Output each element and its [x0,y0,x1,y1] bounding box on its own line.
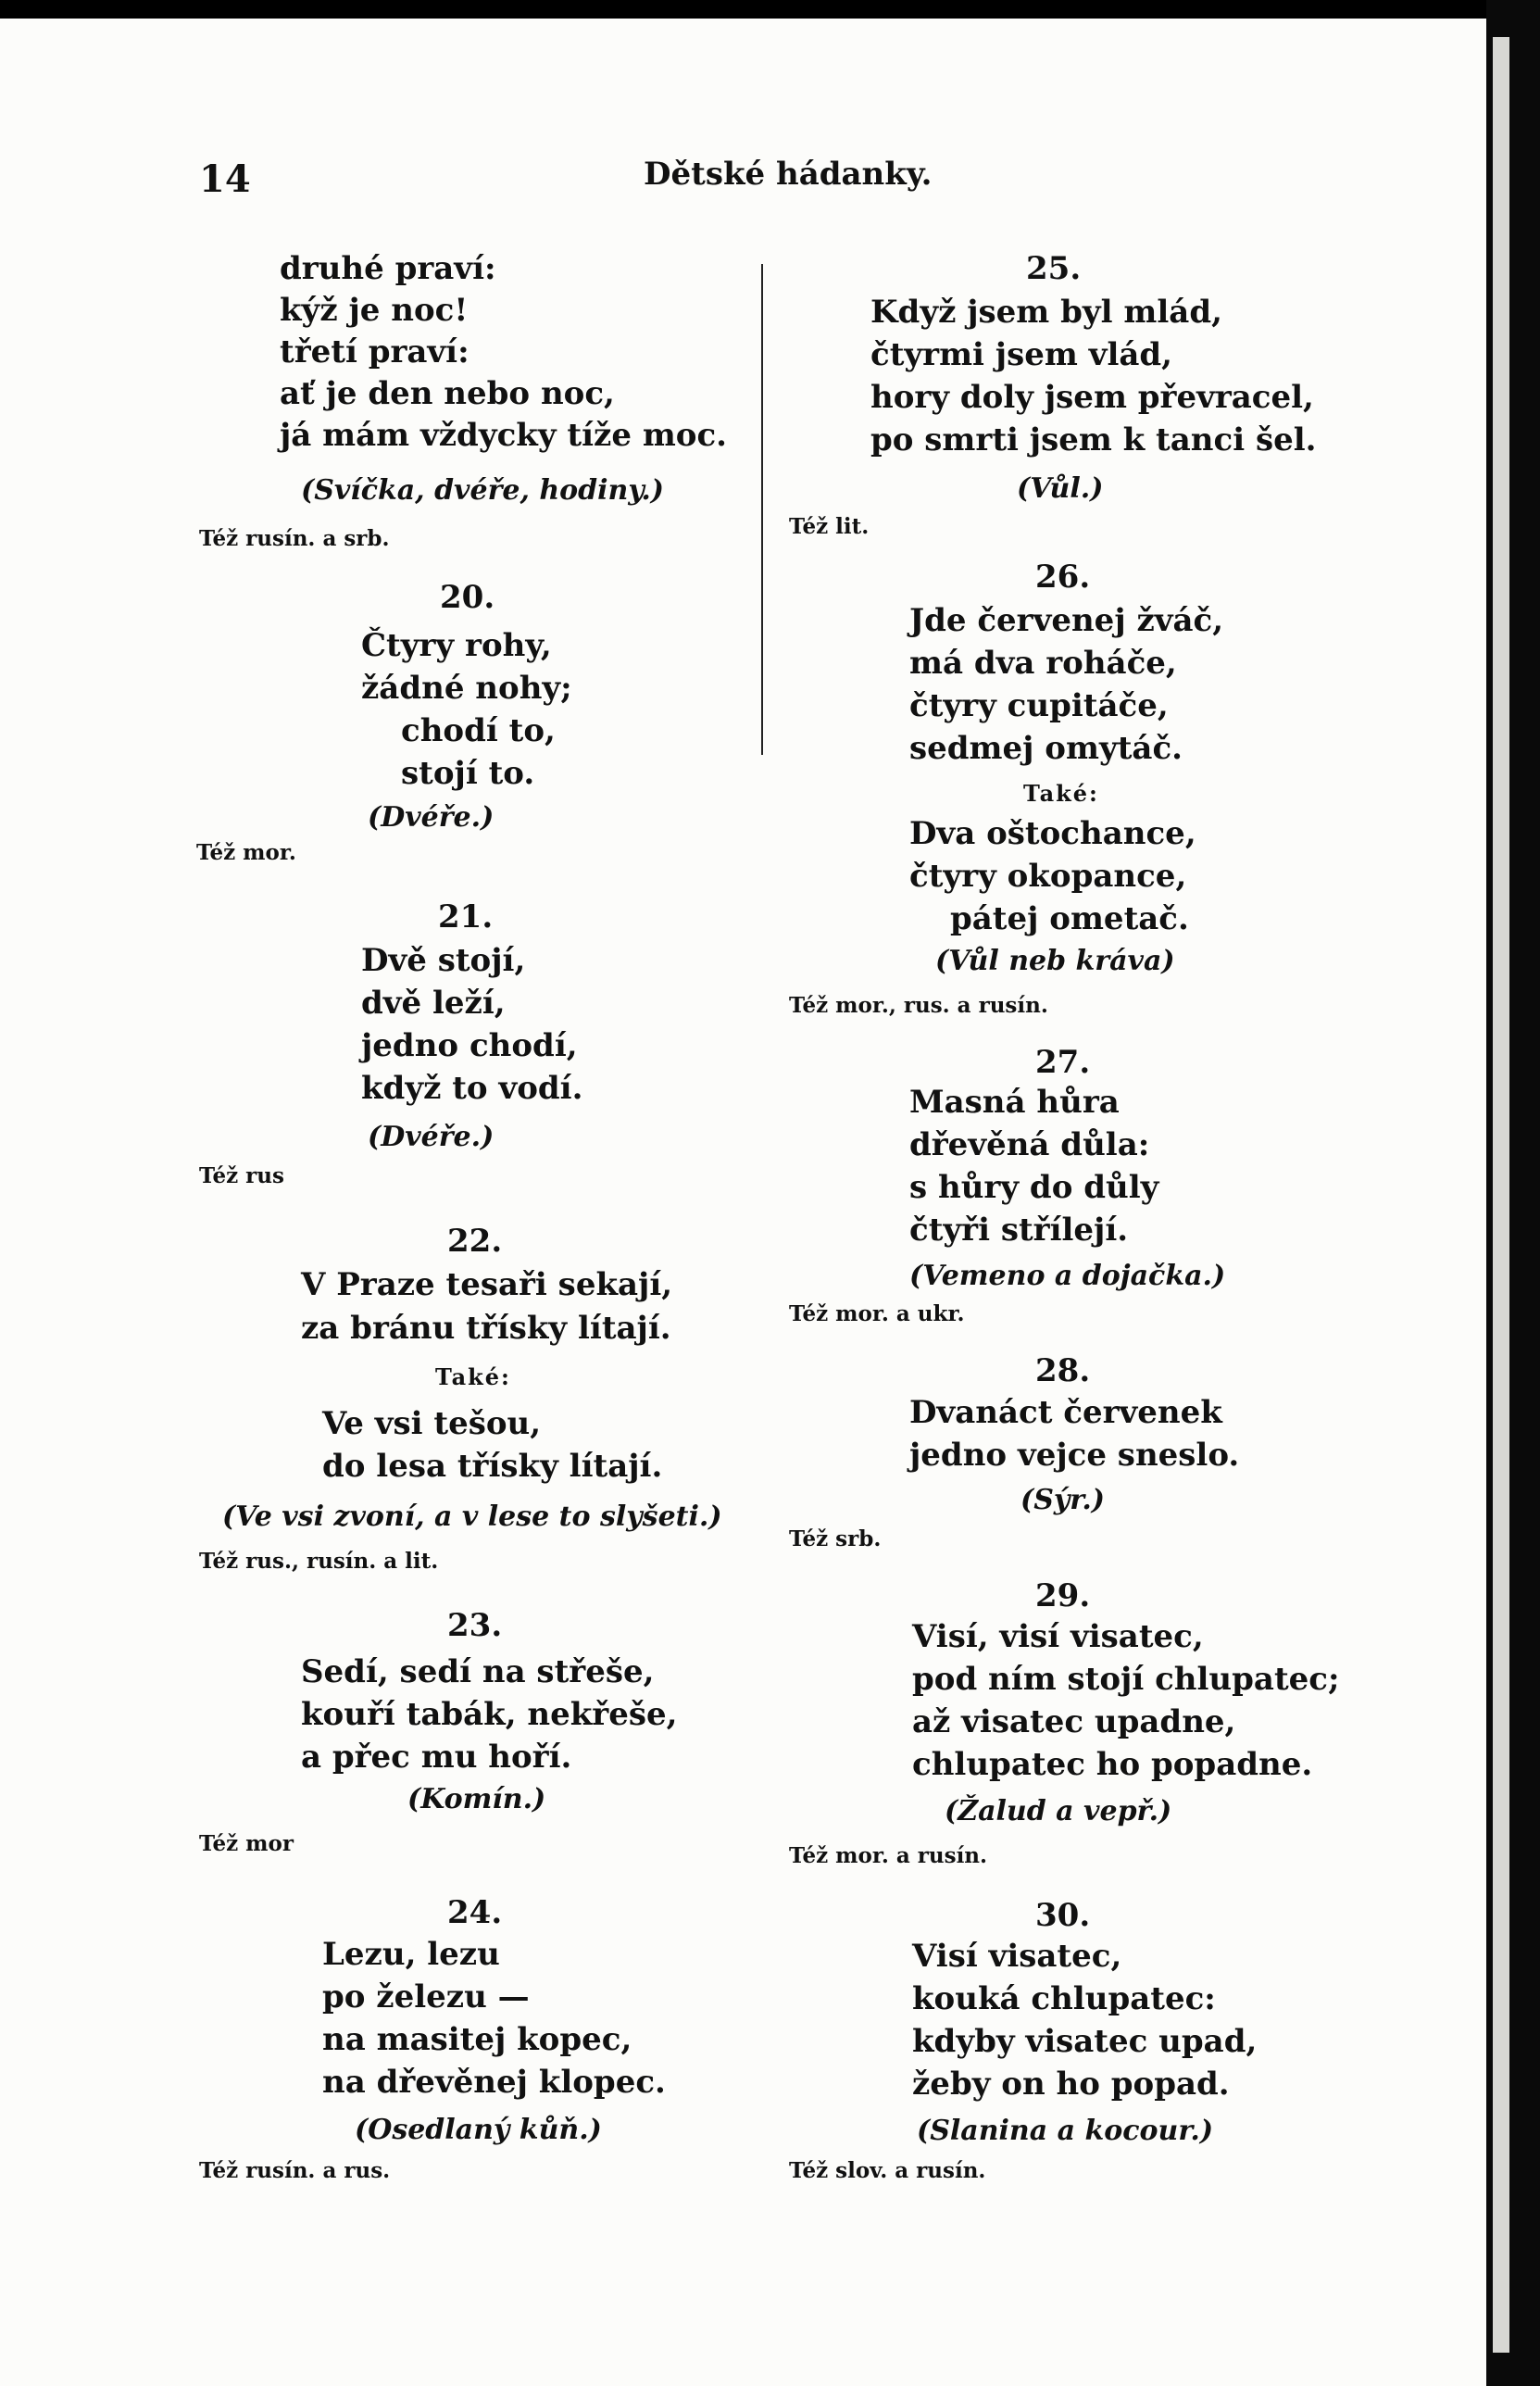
riddle-number: 28. [1035,1352,1091,1389]
verse-line: Když jsem byl mlád, [870,294,1222,331]
riddle-number: 29. [1035,1577,1091,1614]
verse-line: hory doly jsem převracel, [870,379,1314,416]
verse-line: dřevěná důla: [909,1126,1150,1163]
verse-line: na masitej kopec, [322,2021,632,2058]
riddle-solution: (Vůl neb kráva) [935,945,1175,977]
verse-line: pátej ometač. [950,900,1189,937]
riddle-number: 26. [1035,559,1091,596]
riddle-solution: (Žalud a vepř.) [945,1795,1172,1827]
book-page [0,19,1486,2386]
riddle-solution: (Svíčka, dvéře, hodiny.) [301,474,664,507]
verse-line: V Praze tesaři sekají, [301,1266,673,1303]
riddle-note: Též rusín. a rus. [199,2158,391,2183]
riddle-note: Též rusín. a srb. [199,526,390,551]
riddle-note: Též srb. [789,1526,882,1551]
verse-line: po smrti jsem k tanci šel. [870,421,1317,458]
verse-line: kouká chlupatec: [912,1980,1216,2017]
verse-line: po železu — [322,1978,530,2016]
running-title: Dětské hádanky. [644,156,933,193]
verse-line: Visí visatec, [912,1938,1122,1975]
verse-line: žádné nohy; [361,670,572,707]
riddle-note: Též mor., rus. a rusín. [789,993,1048,1018]
riddle-solution: (Vemeno a dojačka.) [909,1260,1226,1292]
verse-line: dvě leží, [361,985,506,1022]
verse-line: ať je den nebo noc, [280,375,615,412]
verse-line: kdyby visatec upad, [912,2023,1258,2060]
verse-line: stojí to. [401,755,535,792]
verse-line: třetí praví: [280,333,470,370]
page-number: 14 [199,157,251,201]
verse-line: Ve vsi tešou, [322,1405,542,1442]
verse-line: má dva roháče, [909,645,1177,682]
riddle-number: 21. [438,898,494,936]
verse-line: jedno vejce sneslo. [909,1437,1240,1474]
verse-line: Jde červenej žváč, [909,602,1224,639]
verse-line: žeby on ho popad. [912,2066,1230,2103]
verse-line: já mám vždycky tíže moc. [280,417,728,454]
column-divider [761,264,763,755]
verse-line: a přec mu hoří. [301,1739,572,1776]
verse-line: do lesa třísky lítají. [322,1448,663,1485]
verse-line: kýž je noc! [280,292,469,329]
verse-line: kouří tabák, nekřeše, [301,1696,678,1733]
variant-label: Také: [435,1363,511,1390]
riddle-solution: (Komín.) [407,1783,546,1815]
riddle-solution: (Vůl.) [1017,472,1104,505]
riddle-number: 27. [1035,1044,1091,1081]
verse-line: chodí to, [401,712,556,749]
riddle-solution: (Ve vsi zvoní, a v lese to slyšeti.) [222,1501,722,1533]
riddle-note: Též rus., rusín. a lit. [199,1549,439,1574]
verse-line: až visatec upadne, [912,1703,1236,1740]
riddle-number: 24. [447,1894,503,1931]
verse-line: na dřevěnej klopec. [322,2064,666,2101]
riddle-number: 22. [447,1223,503,1260]
riddle-solution: (Dvéře.) [368,801,495,834]
verse-line: čtyrmi jsem vlád, [870,336,1173,373]
riddle-solution: (Slanina a kocour.) [917,2115,1214,2147]
riddle-note: Též lit. [789,514,870,539]
verse-line: za bránu třísky lítají. [301,1310,671,1347]
riddle-solution: (Osedlaný kůň.) [355,2114,602,2146]
verse-line: pod ním stojí chlupatec; [912,1661,1340,1698]
riddle-note: Též mor. [196,840,296,865]
riddle-note: Též mor. a rusín. [789,1843,988,1868]
verse-line: čtyři střílejí. [909,1212,1129,1249]
riddle-note: Též mor [199,1831,294,1856]
verse-line: čtyry okopance, [909,858,1187,895]
verse-line: Sedí, sedí na střeše, [301,1653,655,1690]
riddle-number: 20. [440,579,495,616]
verse-line: Dva oštochance, [909,815,1196,852]
verse-line: sedmej omytáč. [909,730,1183,767]
riddle-solution: (Sýr.) [1020,1484,1105,1516]
riddle-note: Též slov. a rusín. [789,2158,986,2183]
verse-line: Visí, visí visatec, [912,1618,1204,1655]
riddle-number: 23. [447,1607,503,1644]
riddle-number: 30. [1035,1897,1091,1934]
riddle-solution: (Dvéře.) [368,1121,495,1153]
page-edge-strip [1493,37,1509,2353]
verse-line: druhé praví: [280,250,496,287]
riddle-note: Též rus [199,1163,284,1188]
verse-line: když to vodí. [361,1070,583,1107]
variant-label: Také: [1023,780,1099,807]
verse-line: Dvě stojí, [361,942,526,979]
verse-line: jedno chodí, [361,1027,578,1064]
verse-line: čtyry cupitáče, [909,687,1169,724]
verse-line: chlupatec ho popadne. [912,1746,1313,1783]
verse-line: s hůry do důly [909,1169,1159,1206]
verse-line: Dvanáct červenek [909,1394,1222,1431]
riddle-note: Též mor. a ukr. [789,1301,965,1326]
verse-line: Čtyry rohy, [361,627,552,664]
riddle-number: 25. [1026,250,1082,287]
verse-line: Lezu, lezu [322,1936,500,1973]
verse-line: Masná hůra [909,1084,1120,1121]
